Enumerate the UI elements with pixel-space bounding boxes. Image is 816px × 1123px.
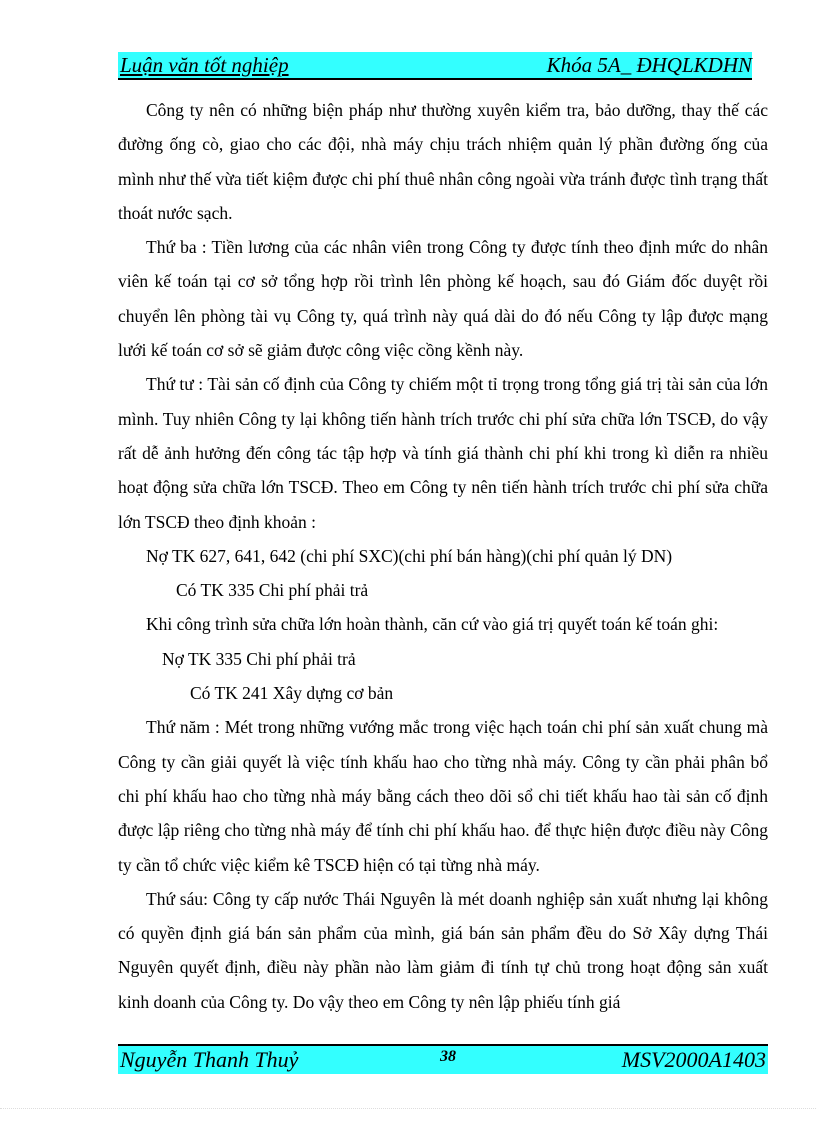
- entry-completion-note: Khi công trình sửa chữa lớn hoàn thành, căn cứ vào giá trị quyết toán kế toán ghi:: [146, 614, 719, 635]
- page-bottom-divider: [0, 1108, 816, 1109]
- footer-author: Nguyễn Thanh Thuỷ: [120, 1047, 299, 1072]
- entry-debit-627-641-642: Nợ TK 627, 641, 642 (chi phí SXC)(chi phí bán hàng)(chi phí quản lý DN): [146, 545, 673, 566]
- footer-student-id: MSV2000A1403: [621, 1047, 766, 1072]
- entry-credit-241: Có TK 241 Xây dựng cơ bản: [190, 683, 394, 704]
- entry-debit-335: Nợ TK 335 Chi phí phải trả: [162, 648, 356, 669]
- page-header: [118, 52, 752, 80]
- paragraph-fifth-point: Thứ năm : Mét trong những vướng mắc trong việc hạch toán chi phí sản xuất chung mà Công ty cần giải quyết là việc tính khấu hao cho từng nhà máy. Công ty cần phải phân bổ chi phí khấu hao cho từng nhà máy bằng cách theo dõi sổ chi tiết khấu hao tài sản cố định được lập riêng cho từng nhà máy để tính chi phí khấu hao. để thực hiện được điều này Công ty cần tổ chức việc kiểm kê TSCĐ hiện có tại từng nhà máy.: [118, 717, 768, 875]
- entry-credit-335: Có TK 335 Chi phí phải trả: [176, 580, 369, 601]
- paragraph-third-point: Thứ ba : Tiền lương của các nhân viên trong Công ty được tính theo định mức do nhân viên kế toán tại cơ sở tổng hợp rồi trình lên phòng kế hoạch, sau đó Giám đốc duyệt rồi chuyển lên phòng tài vụ Công ty, quá trình này quá dài do đó nếu Công ty lập được mạng lưới kế toán cơ sở sẽ giảm được công việc cồng kềnh này.: [118, 237, 768, 361]
- page-number: 38: [440, 1048, 456, 1065]
- page-footer: [118, 1044, 768, 1074]
- paragraph-sixth-point: Thứ sáu: Công ty cấp nước Thái Nguyên là mét doanh nghiệp sản xuất nhưng lại không có quyền định giá bán sản phẩm của mình, giá bán sản phẩm đều do Sở Xây dựng Thái Nguyên quyết định, điều này phần nào làm giảm đi tính tự chủ trong hoạt động sản xuất kinh doanh của Công ty. Do vậy theo em Công ty nên lập phiếu tính giá: [118, 888, 768, 1012]
- page-body: [118, 93, 768, 1019]
- paragraph-fourth-point: Thứ tư : Tài sản cố định của Công ty chiếm một tỉ trọng trong tổng giá trị tài sản của lớn mình. Tuy nhiên Công ty lại không tiến hành trích trước chi phí sửa chữa lớn TSCĐ, do vậy rất dễ ảnh hưởng đến công tác tập hợp và tính giá thành chi phí khi trong kì diễn ra nhiều hoạt động sửa chữa lớn TSCĐ. Theo em Công ty nên tiến hành trích trước chi phí sửa chữa lớn TSCĐ theo định khoản :: [118, 374, 768, 532]
- header-class-code: Khóa 5A_ ĐHQLKDHN: [546, 53, 752, 77]
- paragraph-pipeline-maintenance: Công ty nên có những biện pháp như thường xuyên kiểm tra, bảo dưỡng, thay thế các đường ống cò, giao cho các đội, nhà máy chịu trách nhiệm quản lý phần đường ống của mình như thế vừa tiết kiệm được chi phí thuê nhân công ngoài vừa tránh được tình trạng thất thoát nước sạch.: [118, 100, 768, 223]
- header-thesis-title: Luận văn tốt nghiệp: [120, 53, 289, 77]
